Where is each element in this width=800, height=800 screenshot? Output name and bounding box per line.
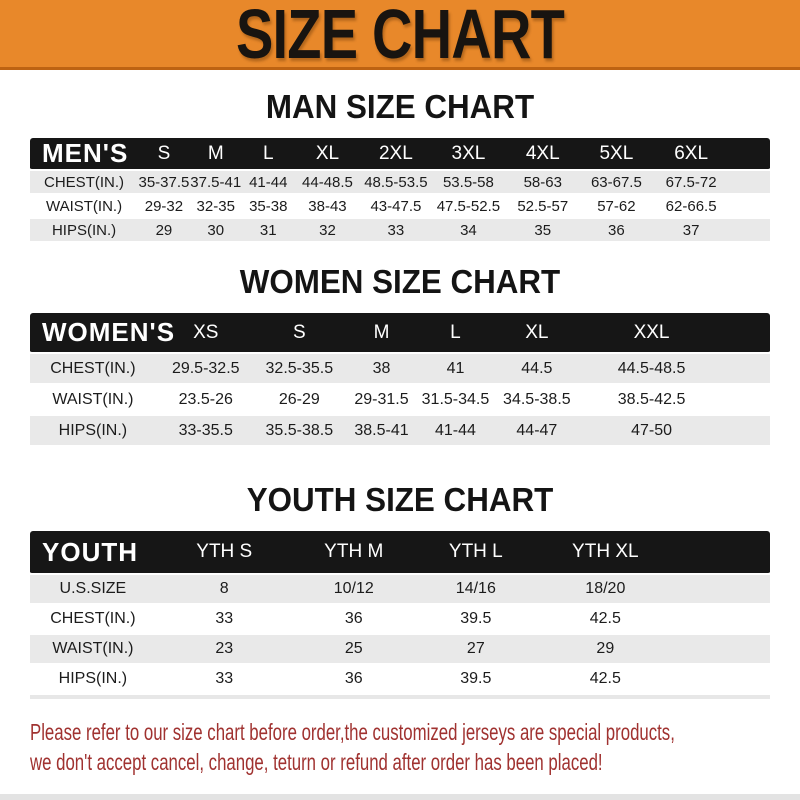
measurement-row: [30, 635, 770, 665]
size-value-cell: 34: [432, 219, 505, 243]
spacer-cell: [730, 171, 770, 195]
spacer-cell: [720, 313, 770, 354]
size-value-cell: 44-47: [491, 416, 583, 447]
size-column-header: 5XL: [581, 138, 653, 171]
row-label-cell: WAIST(IN.): [30, 635, 156, 665]
size-value-cell: 35-37.5: [138, 171, 190, 195]
spacer-cell: [674, 605, 770, 635]
row-label-cell: WAIST(IN.): [30, 195, 138, 219]
size-column-header: 3XL: [432, 138, 505, 171]
measurement-row: [30, 665, 770, 695]
size-value-cell: 14/16: [415, 575, 537, 605]
size-value-cell: 62-66.5: [652, 195, 730, 219]
spacer-cell: [730, 195, 770, 219]
size-value-cell: 25: [293, 635, 415, 665]
size-value-cell: 41-44: [242, 171, 295, 195]
size-column-header: YTH M: [293, 531, 415, 575]
size-value-cell: 32: [295, 219, 360, 243]
measurement-row: [30, 416, 770, 447]
size-value-cell: 29-31.5: [343, 385, 420, 416]
size-value-cell: 23: [156, 635, 293, 665]
size-column-header: M: [190, 138, 242, 171]
size-column-header: S: [138, 138, 190, 171]
size-value-cell: 35-38: [242, 195, 295, 219]
measurement-row: [30, 354, 770, 385]
size-value-cell: 38.5-41: [343, 416, 420, 447]
disclaimer-line-2: we don't accept cancel, change, teturn or refund after order has been placed!: [30, 749, 603, 775]
size-column-header: YTH XL: [537, 531, 674, 575]
table-title-cell: WOMEN'S: [30, 313, 156, 354]
size-column-header: XL: [295, 138, 360, 171]
size-column-header: XXL: [583, 313, 721, 354]
size-value-cell: 42.5: [537, 605, 674, 635]
youth-size-chart-section: [0, 483, 800, 699]
size-value-cell: 44.5: [491, 354, 583, 385]
banner: [0, 0, 800, 73]
table-title-cell: MEN'S: [30, 138, 138, 171]
size-column-header: L: [420, 313, 491, 354]
women-section-heading: WOMEN SIZE CHART: [239, 263, 561, 300]
youth-section-heading: YOUTH SIZE CHART: [246, 481, 554, 518]
row-label-cell: HIPS(IN.): [30, 416, 156, 447]
men-size-chart-section: [0, 90, 800, 243]
measurement-row: [30, 219, 770, 243]
size-value-cell: 10/12: [293, 575, 415, 605]
size-value-cell: 52.5-57: [505, 195, 580, 219]
spacer-cell: [674, 575, 770, 605]
size-value-cell: 47.5-52.5: [432, 195, 505, 219]
spacer-cell: [730, 219, 770, 243]
size-value-cell: 27: [415, 635, 537, 665]
size-value-cell: 33: [360, 219, 432, 243]
size-value-cell: 37: [652, 219, 730, 243]
size-column-header: YTH S: [156, 531, 293, 575]
size-value-cell: 44.5-48.5: [583, 354, 721, 385]
measurement-row: [30, 605, 770, 635]
size-value-cell: 29.5-32.5: [156, 354, 256, 385]
row-label-cell: CHEST(IN.): [30, 605, 156, 635]
size-value-cell: 53.5-58: [432, 171, 505, 195]
spacer-cell: [674, 531, 770, 575]
spacer-cell: [720, 416, 770, 447]
size-value-cell: 47-50: [583, 416, 721, 447]
men-section-heading: MAN SIZE CHART: [265, 88, 535, 125]
page-title: SIZE CHART: [236, 0, 564, 73]
row-label-cell: HIPS(IN.): [30, 665, 156, 695]
size-value-cell: 31: [242, 219, 295, 243]
size-value-cell: 48.5-53.5: [360, 171, 432, 195]
size-value-cell: 18/20: [537, 575, 674, 605]
bottom-edge-strip: [0, 794, 800, 800]
size-value-cell: 41: [420, 354, 491, 385]
size-value-cell: 67.5-72: [652, 171, 730, 195]
measurement-row: [30, 171, 770, 195]
size-value-cell: 36: [293, 665, 415, 695]
spacer-cell: [674, 665, 770, 695]
size-column-header: M: [343, 313, 420, 354]
size-value-cell: 35: [505, 219, 580, 243]
size-value-cell: 42.5: [537, 665, 674, 695]
row-label-cell: CHEST(IN.): [30, 171, 138, 195]
disclaimer: [30, 717, 800, 777]
men-size-table: [30, 138, 770, 243]
row-label-cell: WAIST(IN.): [30, 385, 156, 416]
size-value-cell: 33: [156, 665, 293, 695]
size-value-cell: 63-67.5: [581, 171, 653, 195]
table-title-cell: YOUTH: [30, 531, 156, 575]
table-header-row: [30, 138, 770, 171]
size-value-cell: 38: [343, 354, 420, 385]
size-value-cell: 34.5-38.5: [491, 385, 583, 416]
spacer-cell: [674, 635, 770, 665]
measurement-row: [30, 385, 770, 416]
size-column-header: XL: [491, 313, 583, 354]
size-value-cell: 32-35: [190, 195, 242, 219]
women-size-chart-section: [0, 265, 800, 447]
table-header-row: [30, 531, 770, 575]
size-value-cell: 39.5: [415, 665, 537, 695]
size-value-cell: 58-63: [505, 171, 580, 195]
youth-size-table: [30, 531, 770, 699]
size-value-cell: 39.5: [415, 605, 537, 635]
size-value-cell: 33-35.5: [156, 416, 256, 447]
size-value-cell: 26-29: [256, 385, 343, 416]
spacer-cell: [730, 138, 770, 171]
size-value-cell: 57-62: [581, 195, 653, 219]
size-value-cell: 32.5-35.5: [256, 354, 343, 385]
table-header-row: [30, 313, 770, 354]
size-value-cell: 23.5-26: [156, 385, 256, 416]
row-label-cell: CHEST(IN.): [30, 354, 156, 385]
size-column-header: 4XL: [505, 138, 580, 171]
measurement-row: [30, 195, 770, 219]
size-value-cell: 31.5-34.5: [420, 385, 491, 416]
size-value-cell: 41-44: [420, 416, 491, 447]
size-value-cell: 38-43: [295, 195, 360, 219]
size-value-cell: 30: [190, 219, 242, 243]
size-column-header: 2XL: [360, 138, 432, 171]
women-size-table: [30, 313, 770, 447]
size-value-cell: 36: [293, 605, 415, 635]
size-value-cell: 38.5-42.5: [583, 385, 721, 416]
size-column-header: YTH L: [415, 531, 537, 575]
row-label-cell: U.S.SIZE: [30, 575, 156, 605]
size-value-cell: 35.5-38.5: [256, 416, 343, 447]
size-column-header: 6XL: [652, 138, 730, 171]
size-value-cell: 36: [581, 219, 653, 243]
size-column-header: S: [256, 313, 343, 354]
row-label-cell: HIPS(IN.): [30, 219, 138, 243]
size-column-header: L: [242, 138, 295, 171]
measurement-row: [30, 575, 770, 605]
disclaimer-line-1: Please refer to our size chart before order,the customized jerseys are special products,: [30, 719, 675, 745]
spacer-cell: [720, 385, 770, 416]
size-column-header: XS: [156, 313, 256, 354]
size-value-cell: 33: [156, 605, 293, 635]
size-value-cell: 43-47.5: [360, 195, 432, 219]
spacer-cell: [720, 354, 770, 385]
size-value-cell: 44-48.5: [295, 171, 360, 195]
size-value-cell: 29: [537, 635, 674, 665]
size-value-cell: 29-32: [138, 195, 190, 219]
size-value-cell: 8: [156, 575, 293, 605]
size-value-cell: 29: [138, 219, 190, 243]
size-value-cell: 37.5-41: [190, 171, 242, 195]
